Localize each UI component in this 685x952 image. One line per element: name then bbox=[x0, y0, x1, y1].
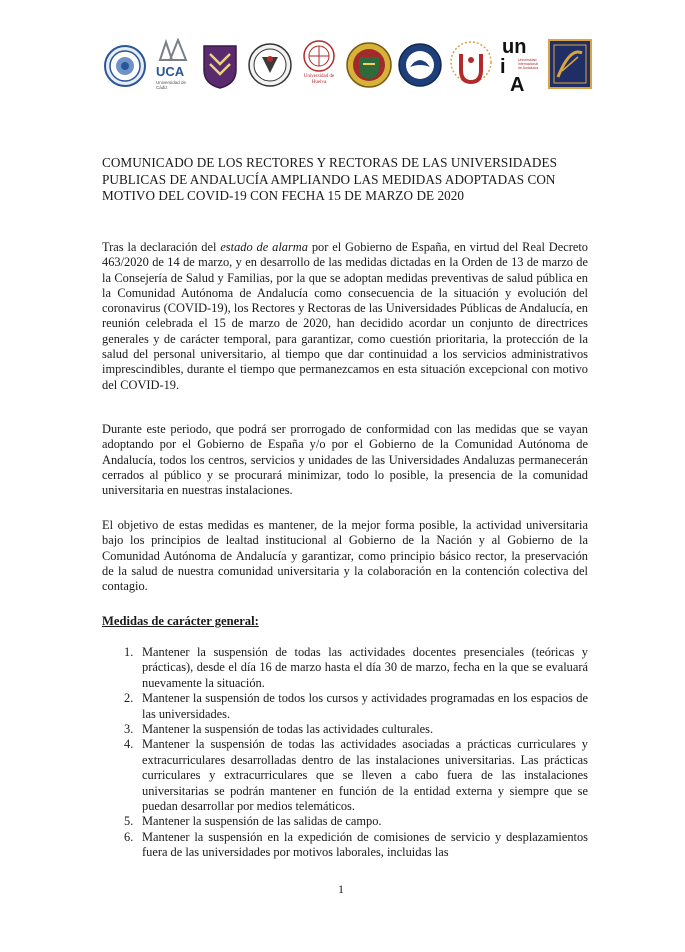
list-item-text: Mantener la suspensión de todas las actividades docentes presenciales (teóricas y prácticas), desde el día 16 de marzo hasta el día 30 de marzo, fecha en la que se evaluará nuevamente la situación. bbox=[142, 645, 588, 690]
unia-logo-un: un bbox=[502, 36, 527, 58]
unia-logo-sublabel: Universidad Internacional de Andalucía bbox=[518, 58, 539, 70]
list-item bbox=[102, 737, 588, 814]
paragraph-period: Durante este periodo, que podrá ser prorrogado de conformidad con las medidas que se vayan adoptando por el Gobierno de España y/o por el Gobierno de la Comunidad Autónoma de Andalucía, todos los centros, servicios y unidades de las Universidades Andaluzas permanecerán cerrados al público y se procurará minimizar, todo lo posible, la presencia de la comunidad universitaria en nuestras instalaciones. bbox=[102, 422, 588, 498]
unia-logo-i: i bbox=[500, 56, 506, 78]
paragraph-intro bbox=[102, 240, 588, 393]
paragraph-objective: El objetivo de estas medidas es mantener, de la mejor forma posible, la actividad universitaria bajo los principios de lealtad institucional al Gobierno de la Nación y al Gobierno de la Comunidad Autónoma de Andalucía y garantizar, como principio básico rector, la preservación de la salud de nuestra comunidad universitaria y la colaboración en la contención colectiva del contagio. bbox=[102, 518, 588, 594]
list-item-number: 2. bbox=[124, 691, 134, 706]
university-logo-malaga bbox=[446, 40, 496, 100]
list-item-number: 5. bbox=[124, 814, 134, 829]
huelva-logo-label: Universidad de Huelva bbox=[303, 74, 335, 85]
list-item bbox=[102, 814, 588, 829]
university-seal-logo-1 bbox=[104, 45, 146, 105]
list-item-number: 6. bbox=[124, 829, 134, 844]
list-item-text: Mantener la suspensión de todas las actividades culturales. bbox=[142, 722, 434, 737]
unia-logo-a: A bbox=[510, 74, 525, 96]
uca-logo-sublabel: Universidad de Cádiz bbox=[156, 80, 187, 90]
paragraph-intro-emphasis: estado de alarma bbox=[220, 240, 308, 254]
university-logos-strip bbox=[102, 36, 592, 96]
list-item bbox=[102, 691, 588, 722]
university-seal-logo-6 bbox=[346, 42, 392, 102]
list-item-text: Mantener la suspensión de las salidas de campo. bbox=[142, 814, 382, 829]
section-heading-general-measures: Medidas de carácter general: bbox=[102, 614, 259, 628]
document-title: COMUNICADO DE LOS RECTORES Y RECTORAS DE LAS UNIVERSIDADES PUBLICAS DE ANDALUCÍA AMPLIANDO LAS MEDIDAS ADOPTADAS CON MOTIVO DEL COVID-19 CON FECHA 15 DE MARZO DE 2020 bbox=[102, 155, 557, 203]
list-item-text: Mantener la suspensión de todas las actividades asociadas a prácticas curriculares y extracurriculares desarrolladas dentro de las instalaciones universitarias. Las prácticas curriculares y extracurriculares que se lleven a cabo fuera de las instalaciones universitarias se podrán mantener en función de la entidad externa y siempre que se puedan desarrollar por medios telemáticos. bbox=[142, 737, 588, 814]
list-item bbox=[102, 830, 588, 861]
university-seal-logo-granada bbox=[248, 43, 292, 103]
huelva-logo bbox=[298, 40, 340, 100]
list-item-number: 3. bbox=[124, 722, 134, 737]
list-item bbox=[102, 645, 588, 691]
list-item-number: 4. bbox=[124, 737, 134, 752]
unia-logo bbox=[500, 36, 540, 96]
list-item-text: Mantener la suspensión en la expedición de comisiones de servicio y desplazamientos fuera de las universidades por motivos laborales, incluidas las bbox=[142, 829, 588, 860]
uca-logo-label: UCA bbox=[156, 64, 185, 79]
uca-logo bbox=[152, 38, 192, 98]
page-number: 1 bbox=[338, 882, 344, 896]
list-item-text: Mantener la suspensión de todos los cursos y actividades programadas en los espacios de las universidades. bbox=[142, 691, 588, 721]
paragraph-intro-after: por el Gobierno de España, en virtud del Real Decreto 463/2020 de 14 de marzo, y en desarrollo de las medidas dictadas en la Orden de 13 de marzo de la Consejería de Salud y Familias, por la que se adoptan medidas preventivas de salud pública en la Comunidad Autónoma de Andalucía como consecuencia de la situación y evolución del coronavirus (COVID-19), los Rectores y Rectoras de las Universidades Públicas de Andalucía, en reunión celebrada el 15 de marzo de 2020, han decidido acordar un conjunto de directrices generales y de carácter temporal, para garantizar, como cuestión prioritaria, la protección de la salud del personal universitario, al tiempo que dar continuidad a los servicios administrativos imprescindibles, durante el tiempo que permanezcamos en esta situación excepcional con motivo del COVID-19. bbox=[102, 240, 588, 392]
general-measures-list bbox=[102, 645, 588, 861]
list-item bbox=[102, 722, 588, 737]
paragraph-intro-before: Tras la declaración del bbox=[102, 240, 221, 254]
university-shield-logo-jaen bbox=[202, 44, 238, 104]
university-seal-logo-7 bbox=[398, 43, 442, 103]
university-crest-logo-10 bbox=[548, 39, 592, 99]
list-item-number: 1. bbox=[124, 645, 134, 659]
